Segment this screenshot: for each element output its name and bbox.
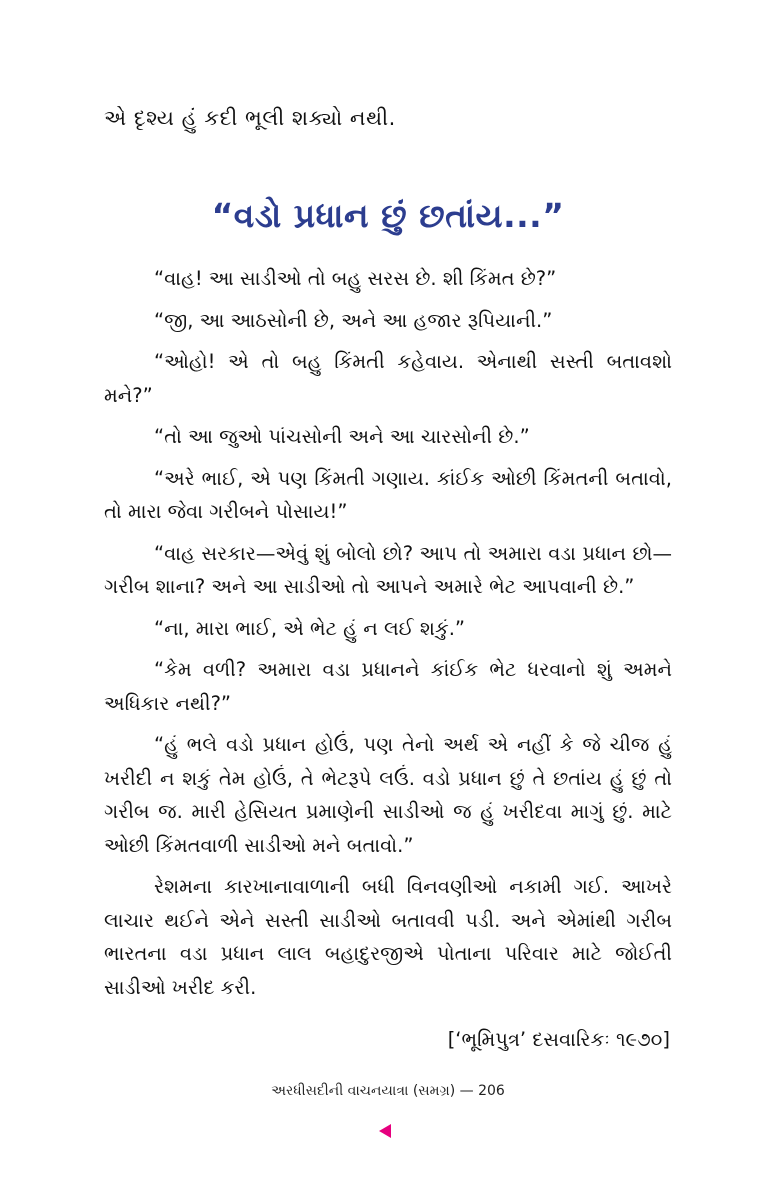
paragraph: “હું ભલે વડો પ્રધાન હોઉં, પણ તેનો અર્થ એ નહીં કે જે ચીજ હું ખરીદી ન શકું તેમ હોઉં, તે ભેટરૂપે લઉં. વડો પ્રધાન છું તે છતાંય હું છું તો ગરીબ જ. મારી હેસિયત પ્રમાણેની સાડીઓ જ હું ખરીદવા માગું છું. માટે ઓછી કિંમતવાળી સાડીઓ મને બતાવો.”	[104, 733, 672, 857]
paragraph: “કેમ વળી? અમારા વડા પ્રધાનને કાંઈક ભેટ ધરવાનો શું અમને અધિકાર નથી?”	[104, 658, 672, 715]
paragraph: “વાહ! આ સાડીઓ તો બહુ સરસ છે. શી કિંમત છે?”	[154, 267, 557, 290]
paragraph: “વાહ સરકાર—એવું શું બોલો છો? આપ તો અમારા વડા પ્રધાન છો—ગરીબ શાના? અને આ સાડીઓ તો આપને અમારે ભેટ આપવાની છે.”	[104, 541, 672, 598]
story-title: “વડો પ્રધાન છું છતાંય...”	[211, 196, 565, 235]
paragraph: “ઓહો! એ તો બહુ કિંમતી કહેવાય. એનાથી સસ્તી બતાવશો મને?”	[104, 350, 672, 407]
page-footer: અરધીસદીની વાચનયાત્રા (સમગ્ર) — 206	[271, 1083, 505, 1099]
paragraph: “જી, આ આઠસોની છે, અને આ હજાર રૂપિયાની.”	[154, 308, 553, 332]
triangle-left-icon[interactable]	[379, 1124, 391, 1138]
paragraph: રેશમના કારખાનાવાળાની બધી વિનવણીઓ નકામી ગઈ. આખરે લાચાર થઈને એને સસ્તી સાડીઓ બતાવવી પડી. અને એમાંથી ગરીબ ભારતના વડા પ્રધાન લાલ બહાદુરજીએ પોતાના પરિવાર માટે જોઈતી સાડીઓ ખરીદ કરી.	[104, 875, 672, 999]
paragraph: “અરે ભાઈ, એ પણ કિંમતી ગણાય. કાંઈક ઓછી કિંમતની બતાવો, તો મારા જેવા ગરીબને પોસાય!”	[104, 466, 672, 523]
story-body	[104, 262, 672, 1012]
paragraph: “તો આ જુઓ પાંચસોની અને આ ચારસોની છે.”	[154, 425, 530, 448]
source-citation: [‘ભૂમિપુત્ર’ દસવારિકઃ ૧૯૭૦]	[447, 1028, 670, 1051]
paragraph: “ના, મારા ભાઈ, એ ભેટ હું ન લઈ શકું.”	[154, 616, 466, 640]
intro-line: એ દૃશ્ય હું કદી ભૂલી શક્યો નથી.	[104, 106, 396, 130]
